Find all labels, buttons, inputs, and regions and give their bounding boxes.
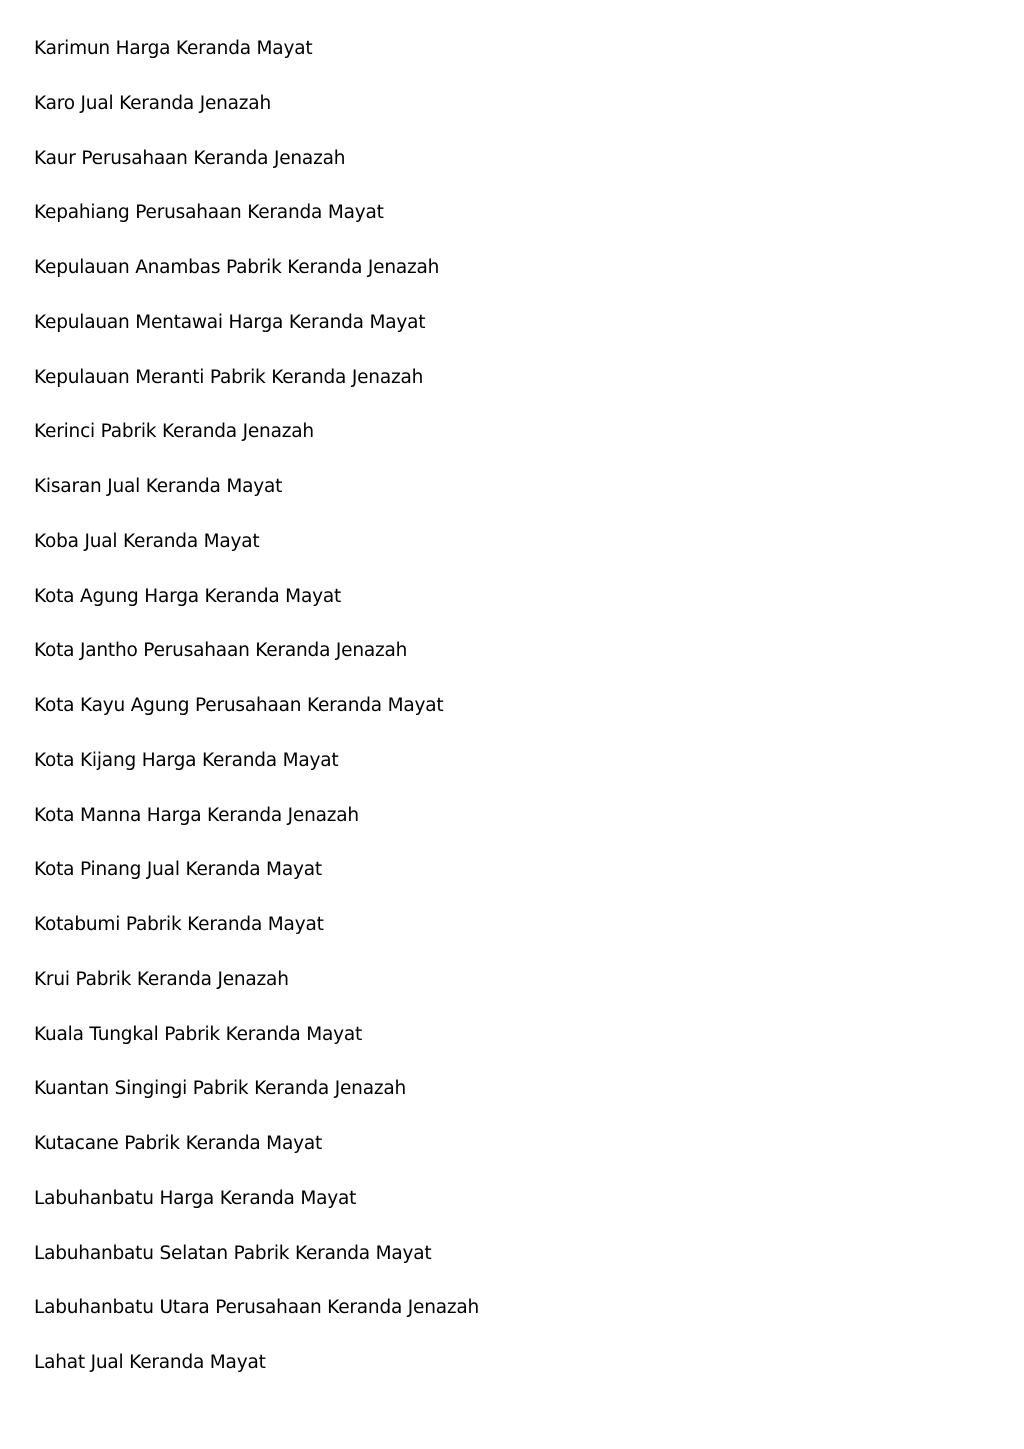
list-item: Kepahiang Perusahaan Keranda Mayat [34, 202, 384, 224]
list-item: Kerinci Pabrik Keranda Jenazah [34, 421, 314, 443]
list-item: Karo Jual Keranda Jenazah [34, 92, 271, 114]
list-item: Kota Kijang Harga Keranda Mayat [34, 749, 339, 771]
list-item: Kuala Tungkal Pabrik Keranda Mayat [34, 1023, 363, 1045]
list-item: Lahat Jual Keranda Mayat [34, 1352, 266, 1373]
list-item: Kepulauan Mentawai Harga Keranda Mayat [34, 311, 426, 333]
list-item: Kota Manna Harga Keranda Jenazah [34, 804, 359, 826]
list-item: Kotabumi Pabrik Keranda Mayat [34, 914, 324, 935]
list-item: Kisaran Jual Keranda Mayat [34, 476, 283, 497]
list-item: Karimun Harga Keranda Mayat [34, 38, 313, 59]
location-list [34, 34, 479, 1403]
list-item: Kota Jantho Perusahaan Keranda Jenazah [34, 640, 408, 662]
list-item: Labuhanbatu Harga Keranda Mayat [34, 1187, 357, 1209]
list-item: Kaur Perusahaan Keranda Jenazah [34, 147, 346, 169]
list-item: Koba Jual Keranda Mayat [34, 530, 260, 552]
list-item: Kota Kayu Agung Perusahaan Keranda Mayat [34, 695, 444, 716]
list-item: Labuhanbatu Utara Perusahaan Keranda Jenazah [34, 1297, 480, 1319]
list-item: Labuhanbatu Selatan Pabrik Keranda Mayat [34, 1242, 432, 1264]
list-item: Kuantan Singingi Pabrik Keranda Jenazah [34, 1078, 407, 1100]
list-item: Kutacane Pabrik Keranda Mayat [34, 1133, 323, 1154]
list-item: Kepulauan Anambas Pabrik Keranda Jenazah [34, 257, 440, 278]
list-item: Kepulauan Meranti Pabrik Keranda Jenazah [34, 366, 424, 388]
list-item: Krui Pabrik Keranda Jenazah [34, 968, 289, 990]
list-item: Kota Agung Harga Keranda Mayat [34, 585, 342, 607]
list-item: Kota Pinang Jual Keranda Mayat [34, 859, 322, 881]
